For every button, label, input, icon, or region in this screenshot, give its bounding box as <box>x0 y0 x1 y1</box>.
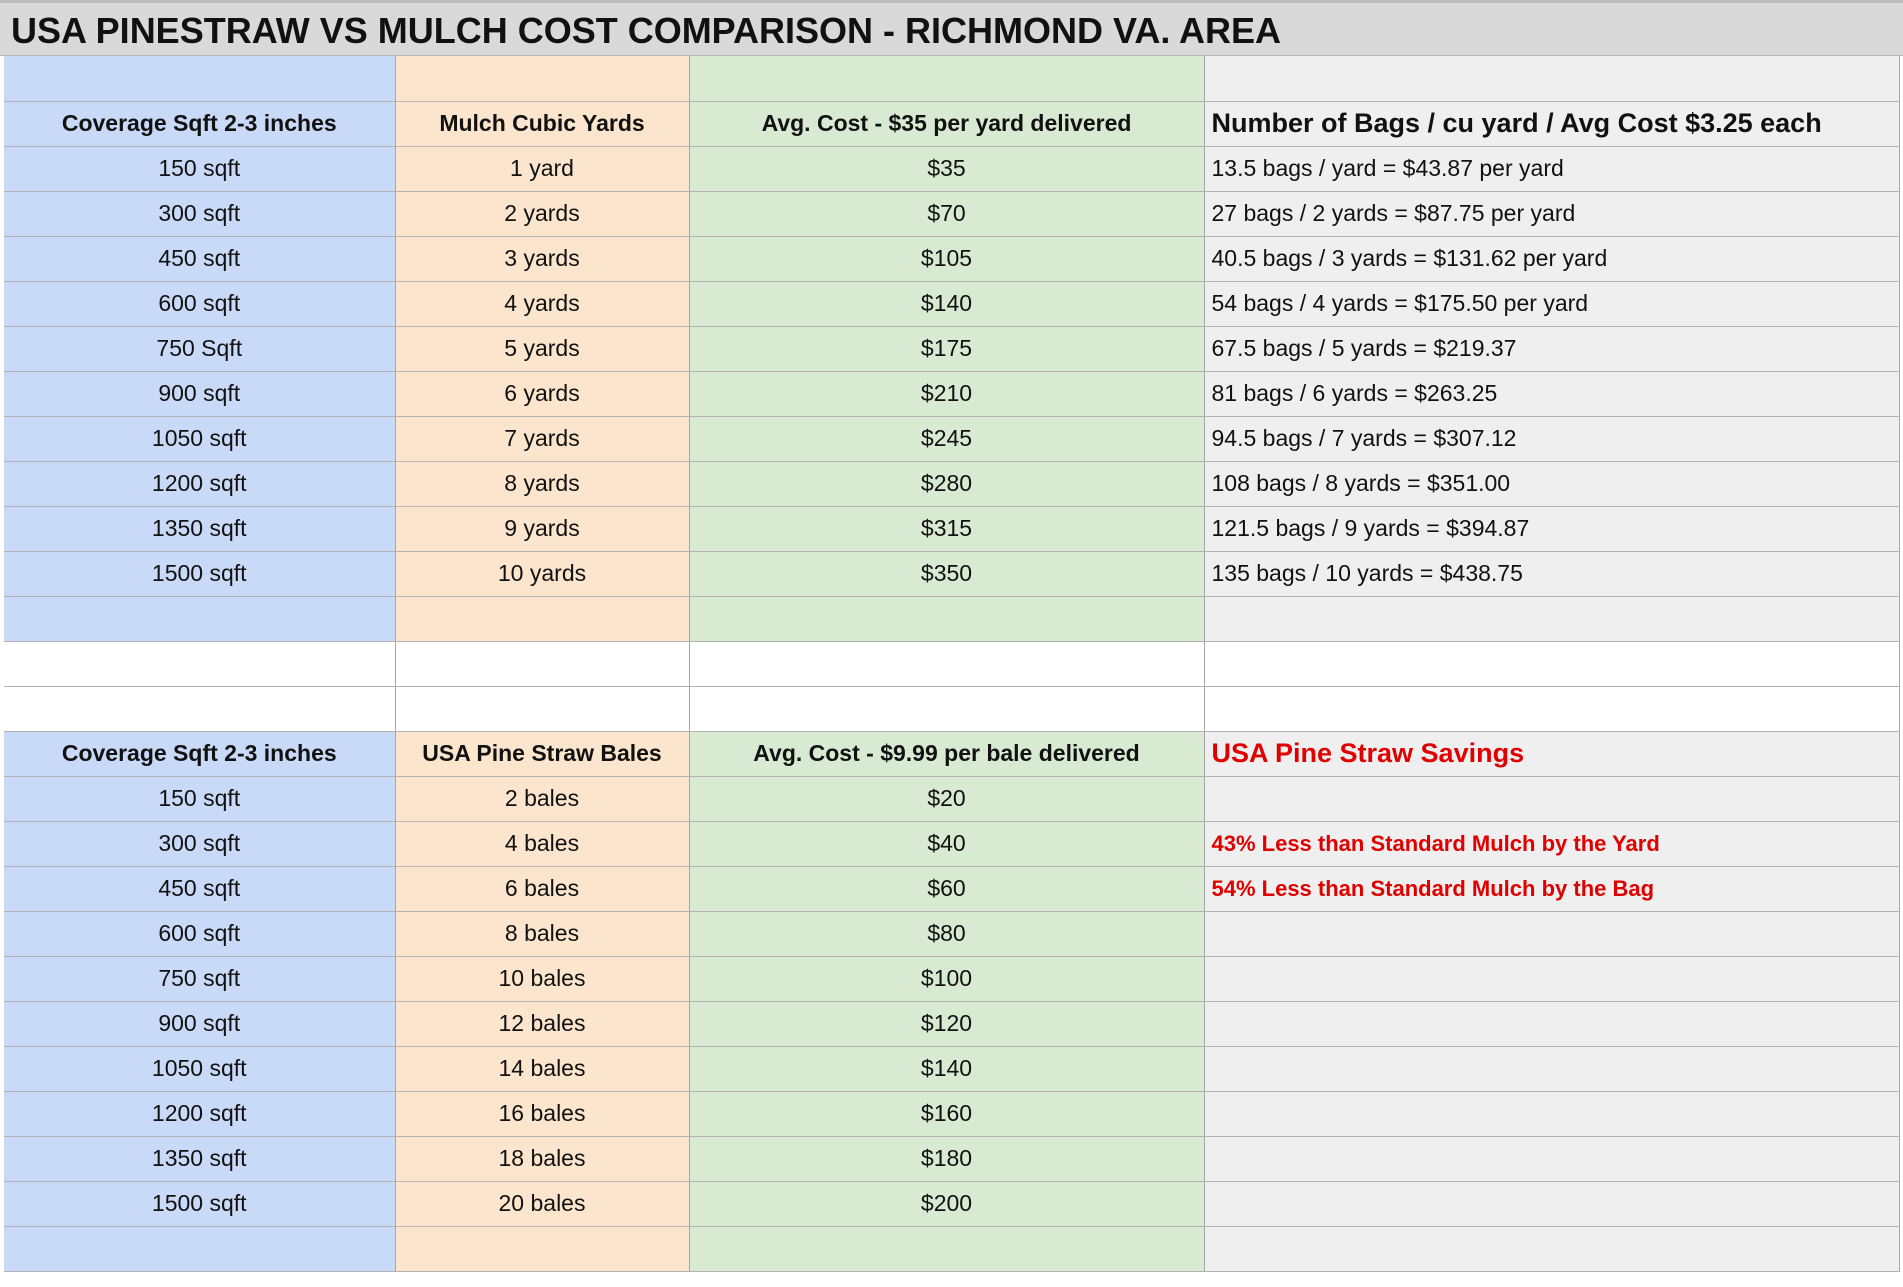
cost-cell[interactable]: $105 <box>689 236 1204 281</box>
mulch-header-row <box>4 101 1899 146</box>
cost-cell[interactable]: $315 <box>689 506 1204 551</box>
bags-cell[interactable]: 67.5 bags / 5 yards = $219.37 <box>1204 326 1899 371</box>
cell[interactable] <box>4 596 395 641</box>
cost-cell[interactable]: $140 <box>689 1046 1204 1091</box>
cost-cell[interactable]: $70 <box>689 191 1204 236</box>
coverage-cell[interactable]: 600 sqft <box>4 911 395 956</box>
coverage-cell[interactable]: 150 sqft <box>4 146 395 191</box>
sheet-title: USA PINESTRAW VS MULCH COST COMPARISON - RICHMOND VA. AREA <box>11 10 1282 51</box>
cell[interactable] <box>395 641 689 686</box>
cost-cell[interactable]: $35 <box>689 146 1204 191</box>
quantity-cell[interactable]: 3 yards <box>395 236 689 281</box>
quantity-cell[interactable]: 1 yard <box>395 146 689 191</box>
savings-cell[interactable]: 54% Less than Standard Mulch by the Bag <box>1204 866 1899 911</box>
mulch-row <box>4 146 1899 191</box>
bags-cell[interactable]: 121.5 bags / 9 yards = $394.87 <box>1204 506 1899 551</box>
cost-cell[interactable]: $140 <box>689 281 1204 326</box>
bags-cell[interactable]: 135 bags / 10 yards = $438.75 <box>1204 551 1899 596</box>
coverage-cell[interactable]: 1500 sqft <box>4 551 395 596</box>
pinestraw-row <box>4 821 1899 866</box>
coverage-cell[interactable]: 300 sqft <box>4 191 395 236</box>
mulch-header-cost[interactable]: Avg. Cost - $35 per yard delivered <box>689 101 1204 146</box>
coverage-cell[interactable]: 600 sqft <box>4 281 395 326</box>
pinestraw-row <box>4 1091 1899 1136</box>
coverage-cell[interactable]: 1350 sqft <box>4 1136 395 1181</box>
cost-cell[interactable]: $245 <box>689 416 1204 461</box>
bags-cell[interactable]: 54 bags / 4 yards = $175.50 per yard <box>1204 281 1899 326</box>
bags-cell[interactable]: 108 bags / 8 yards = $351.00 <box>1204 461 1899 506</box>
bags-cell[interactable]: 13.5 bags / yard = $43.87 per yard <box>1204 146 1899 191</box>
pinestraw-row <box>4 1001 1899 1046</box>
quantity-cell[interactable]: 10 bales <box>395 956 689 1001</box>
pinestraw-header-coverage[interactable]: Coverage Sqft 2-3 inches <box>4 731 395 776</box>
quantity-cell[interactable]: 5 yards <box>395 326 689 371</box>
quantity-cell[interactable]: 10 yards <box>395 551 689 596</box>
coverage-cell[interactable]: 450 sqft <box>4 866 395 911</box>
coverage-cell[interactable]: 150 sqft <box>4 776 395 821</box>
coverage-cell[interactable]: 1050 sqft <box>4 416 395 461</box>
coverage-cell[interactable]: 450 sqft <box>4 236 395 281</box>
pinestraw-header-savings[interactable]: USA Pine Straw Savings <box>1204 731 1899 776</box>
quantity-cell[interactable]: 8 bales <box>395 911 689 956</box>
quantity-cell[interactable]: 18 bales <box>395 1136 689 1181</box>
cell[interactable] <box>1204 596 1899 641</box>
empty-row <box>4 641 1899 686</box>
cell[interactable] <box>689 596 1204 641</box>
pinestraw-header-row <box>4 731 1899 776</box>
coverage-cell[interactable]: 900 sqft <box>4 1001 395 1046</box>
cell[interactable] <box>4 686 395 731</box>
savings-cell[interactable] <box>1204 1091 1899 1136</box>
savings-cell[interactable] <box>1204 911 1899 956</box>
bags-cell[interactable]: 94.5 bags / 7 yards = $307.12 <box>1204 416 1899 461</box>
quantity-cell[interactable]: 6 bales <box>395 866 689 911</box>
spacer-row <box>4 1226 1899 1271</box>
mulch-row <box>4 416 1899 461</box>
savings-cell[interactable] <box>1204 776 1899 821</box>
quantity-cell[interactable]: 2 bales <box>395 776 689 821</box>
pinestraw-row <box>4 956 1899 1001</box>
mulch-row <box>4 236 1899 281</box>
cell[interactable] <box>1204 641 1899 686</box>
cost-cell[interactable]: $175 <box>689 326 1204 371</box>
bags-cell[interactable]: 81 bags / 6 yards = $263.25 <box>1204 371 1899 416</box>
mulch-row <box>4 281 1899 326</box>
cell[interactable] <box>395 596 689 641</box>
mulch-row <box>4 371 1899 416</box>
quantity-cell[interactable]: 4 yards <box>395 281 689 326</box>
cell[interactable] <box>4 1226 395 1271</box>
pinestraw-row <box>4 776 1899 821</box>
coverage-cell[interactable]: 750 sqft <box>4 956 395 1001</box>
cost-cell[interactable]: $350 <box>689 551 1204 596</box>
savings-cell[interactable] <box>1204 1046 1899 1091</box>
cell[interactable] <box>1204 56 1899 101</box>
quantity-cell[interactable]: 8 yards <box>395 461 689 506</box>
quantity-cell[interactable]: 14 bales <box>395 1046 689 1091</box>
bags-cell[interactable]: 27 bags / 2 yards = $87.75 per yard <box>1204 191 1899 236</box>
pinestraw-row <box>4 866 1899 911</box>
spacer-row <box>4 596 1899 641</box>
savings-cell[interactable] <box>1204 1001 1899 1046</box>
quantity-cell[interactable]: 6 yards <box>395 371 689 416</box>
cell[interactable] <box>4 641 395 686</box>
mulch-row <box>4 461 1899 506</box>
coverage-cell[interactable]: 1050 sqft <box>4 1046 395 1091</box>
quantity-cell[interactable]: 2 yards <box>395 191 689 236</box>
savings-cell[interactable] <box>1204 956 1899 1001</box>
cost-cell[interactable]: $160 <box>689 1091 1204 1136</box>
grid-body <box>4 56 1899 1271</box>
quantity-cell[interactable]: 12 bales <box>395 1001 689 1046</box>
coverage-cell[interactable]: 300 sqft <box>4 821 395 866</box>
pinestraw-row <box>4 1046 1899 1091</box>
pinestraw-row <box>4 1181 1899 1226</box>
cell[interactable] <box>689 56 1204 101</box>
sheet-title-row[interactable] <box>0 0 1903 56</box>
mulch-header-yards[interactable]: Mulch Cubic Yards <box>395 101 689 146</box>
cell[interactable] <box>689 686 1204 731</box>
cell[interactable] <box>689 641 1204 686</box>
cost-cell[interactable]: $120 <box>689 1001 1204 1046</box>
cost-cell[interactable]: $180 <box>689 1136 1204 1181</box>
quantity-cell[interactable]: 16 bales <box>395 1091 689 1136</box>
cost-cell[interactable]: $40 <box>689 821 1204 866</box>
cost-cell[interactable]: $200 <box>689 1181 1204 1226</box>
coverage-cell[interactable]: 900 sqft <box>4 371 395 416</box>
coverage-cell[interactable]: 1200 sqft <box>4 1091 395 1136</box>
cell[interactable] <box>395 1226 689 1271</box>
coverage-cell[interactable]: 1200 sqft <box>4 461 395 506</box>
cell[interactable] <box>1204 686 1899 731</box>
quantity-cell[interactable]: 4 bales <box>395 821 689 866</box>
coverage-cell[interactable]: 1500 sqft <box>4 1181 395 1226</box>
cost-cell[interactable]: $60 <box>689 866 1204 911</box>
cost-cell[interactable]: $20 <box>689 776 1204 821</box>
pinestraw-header-bales[interactable]: USA Pine Straw Bales <box>395 731 689 776</box>
pinestraw-row <box>4 911 1899 956</box>
mulch-row <box>4 191 1899 236</box>
mulch-header-coverage[interactable]: Coverage Sqft 2-3 inches <box>4 101 395 146</box>
cost-cell[interactable]: $80 <box>689 911 1204 956</box>
savings-cell[interactable]: 43% Less than Standard Mulch by the Yard <box>1204 821 1899 866</box>
cost-comparison-grid <box>4 56 1900 1272</box>
cell[interactable] <box>395 686 689 731</box>
cell[interactable] <box>395 56 689 101</box>
coverage-cell[interactable]: 1350 sqft <box>4 506 395 551</box>
mulch-row <box>4 551 1899 596</box>
pinestraw-row <box>4 1136 1899 1181</box>
mulch-header-bags[interactable]: Number of Bags / cu yard / Avg Cost $3.25 each <box>1204 101 1899 146</box>
quantity-cell[interactable]: 7 yards <box>395 416 689 461</box>
empty-row <box>4 686 1899 731</box>
coverage-cell[interactable]: 750 Sqft <box>4 326 395 371</box>
quantity-cell[interactable]: 9 yards <box>395 506 689 551</box>
mulch-row <box>4 326 1899 371</box>
cost-cell[interactable]: $100 <box>689 956 1204 1001</box>
mulch-row <box>4 506 1899 551</box>
spacer-row <box>4 56 1899 101</box>
cell[interactable] <box>1204 1226 1899 1271</box>
cost-cell[interactable]: $280 <box>689 461 1204 506</box>
cell[interactable] <box>689 1226 1204 1271</box>
savings-cell[interactable] <box>1204 1181 1899 1226</box>
quantity-cell[interactable]: 20 bales <box>395 1181 689 1226</box>
cell[interactable] <box>4 56 395 101</box>
savings-cell[interactable] <box>1204 1136 1899 1181</box>
cost-cell[interactable]: $210 <box>689 371 1204 416</box>
pinestraw-header-cost[interactable]: Avg. Cost - $9.99 per bale delivered <box>689 731 1204 776</box>
bags-cell[interactable]: 40.5 bags / 3 yards = $131.62 per yard <box>1204 236 1899 281</box>
